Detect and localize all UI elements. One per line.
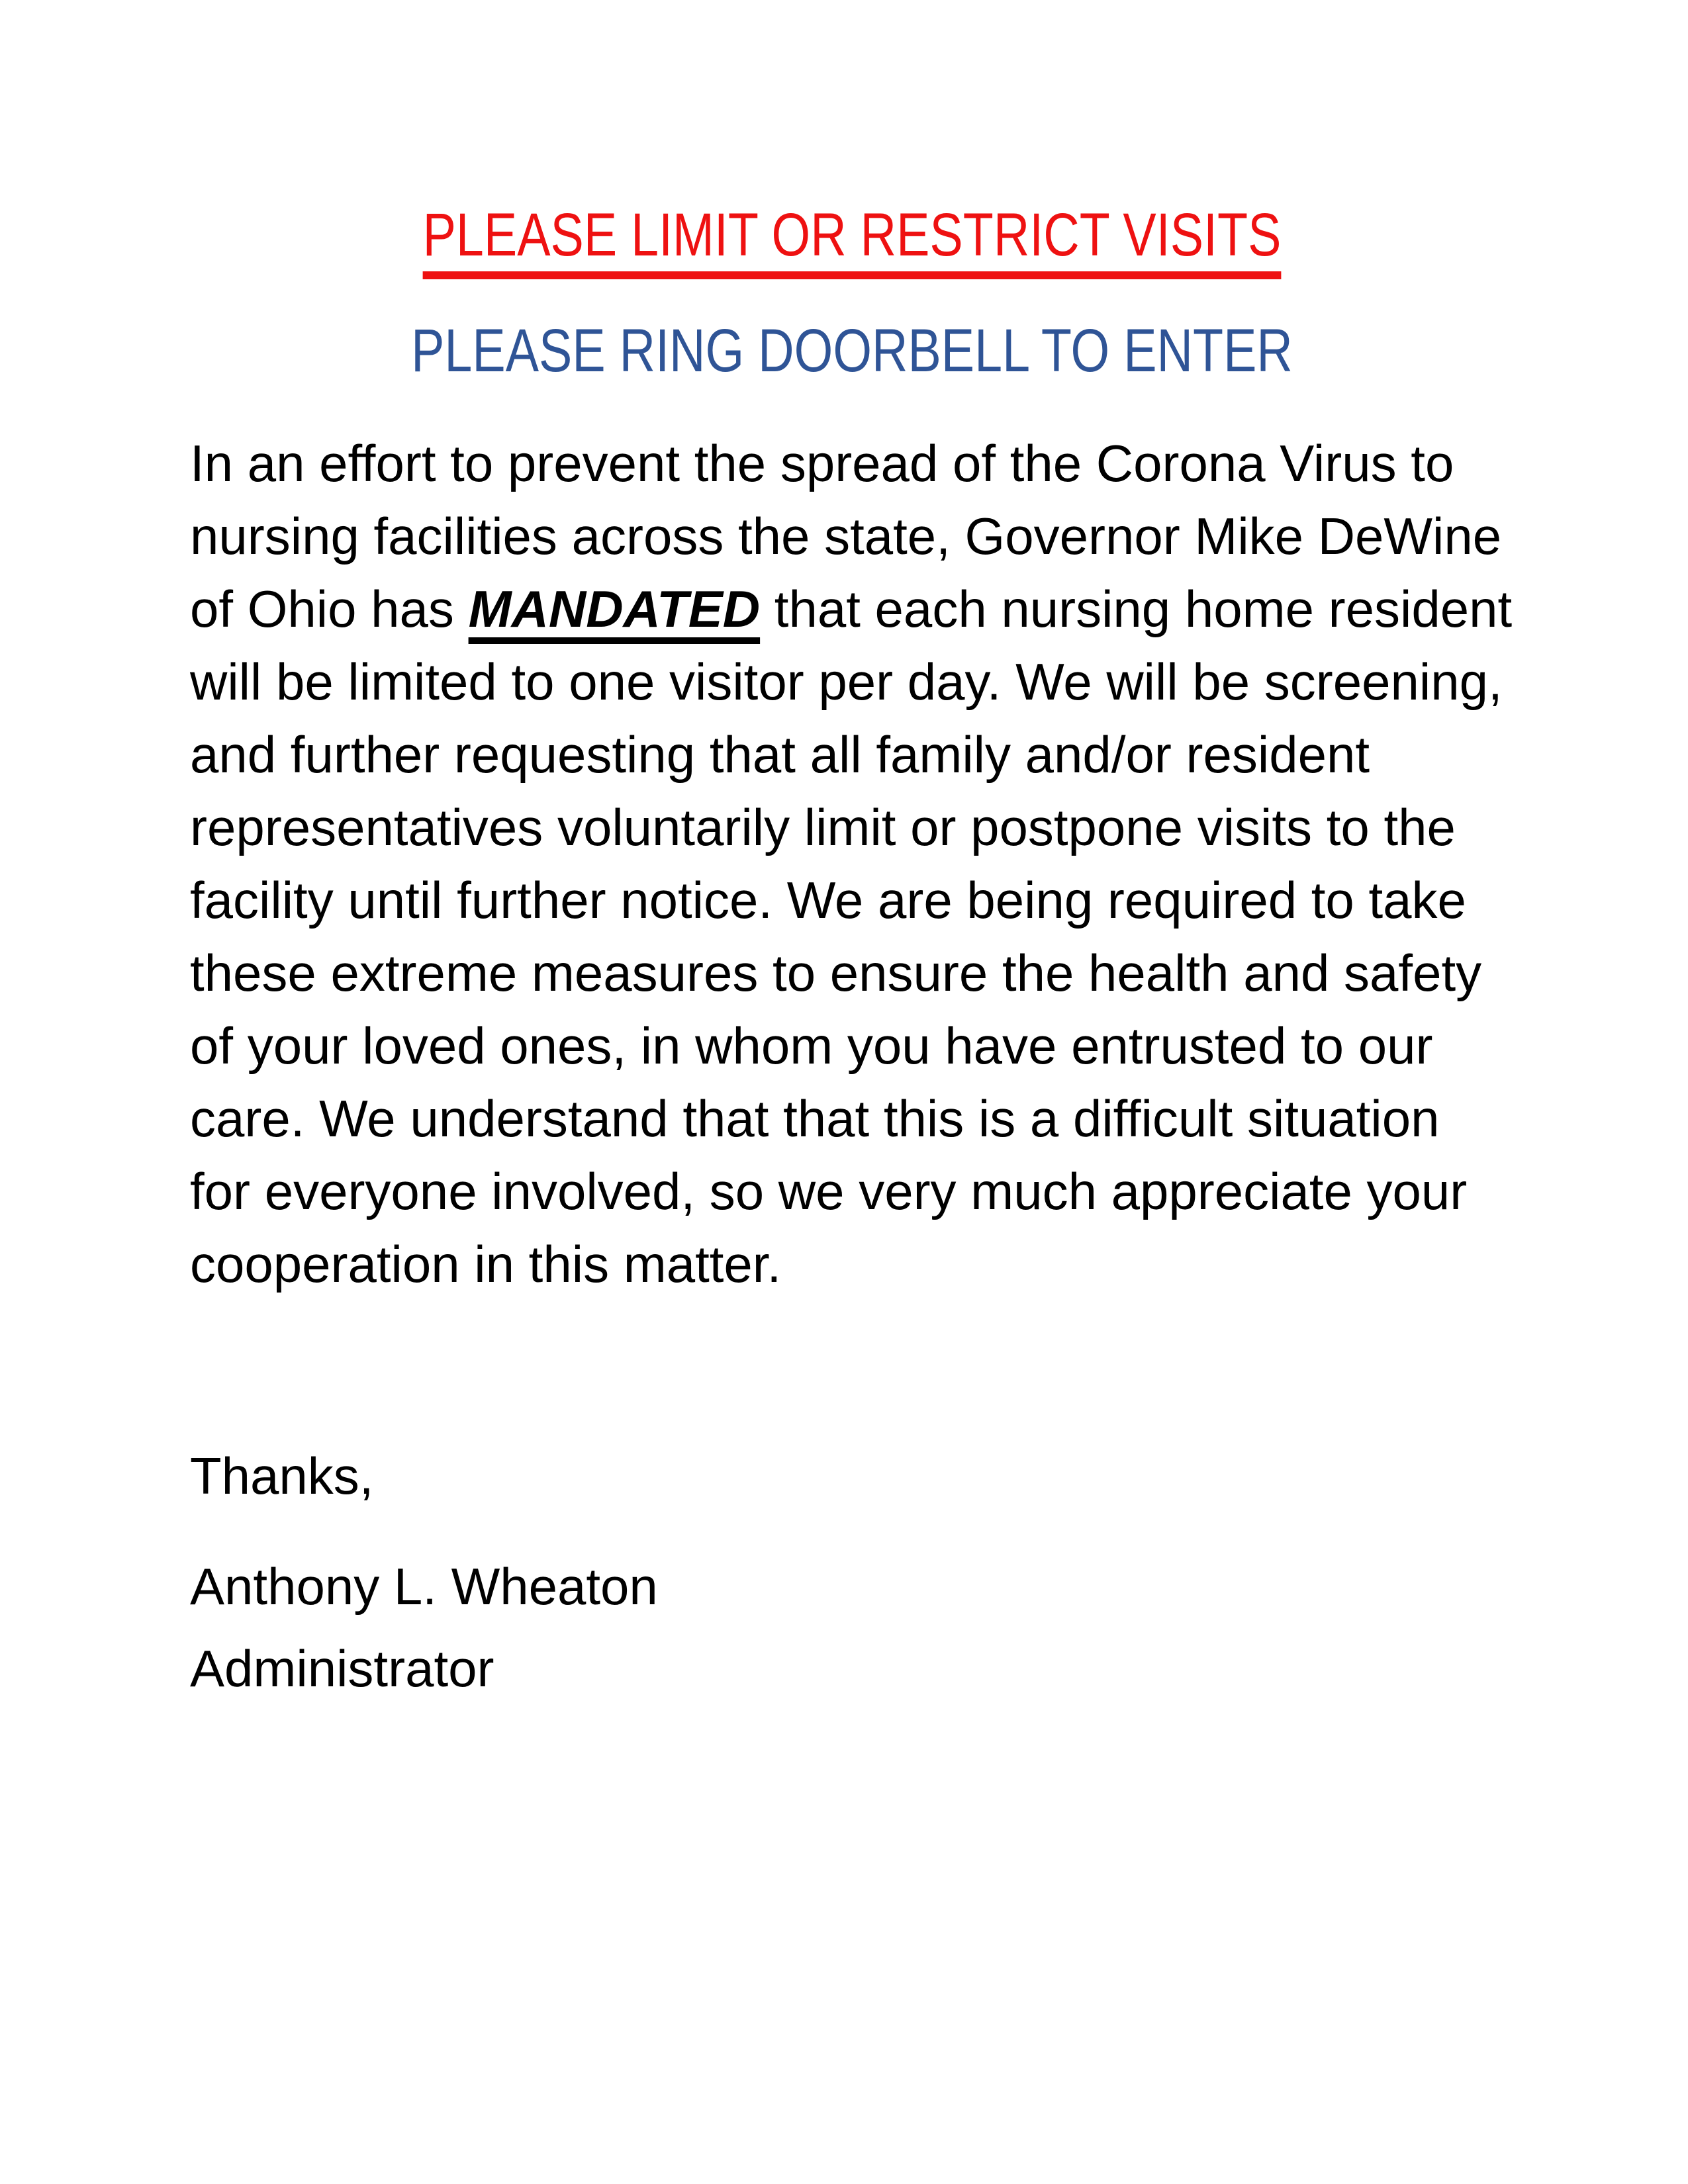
body-text-after-emphasis: that each nursing home resident will be limited to one visitor per day. We will be screening, and further requesting that all family and/or resident representatives voluntarily limit or postpone visits to the facility until further notice. We are being required to take these extreme measures to ensure the health and safety of your loved ones, in whom you have entrusted to our care. We understand that that this is a difficult situation for everyone involved, so we very much appreciate your cooperation in this matter. (190, 580, 1513, 1293)
notice-body-paragraph (190, 427, 1514, 1300)
signature-title: Administrator (190, 1639, 494, 1698)
signature-name: Anthony L. Wheaton (190, 1557, 658, 1615)
closing-thanks: Thanks, (190, 1447, 374, 1505)
signature-block (190, 1545, 1514, 1709)
body-text-before-emphasis: In an effort to prevent the spread of the Corona Virus to nursing facilities across the state, Governor Mike DeWine of Ohio has (190, 434, 1502, 638)
ring-doorbell-heading: PLEASE RING DOORBELL TO ENTER (411, 317, 1293, 385)
limit-visits-heading: PLEASE LIMIT OR RESTRICT VISITS (422, 201, 1282, 269)
mandated-emphasis: MANDATED (468, 580, 761, 638)
